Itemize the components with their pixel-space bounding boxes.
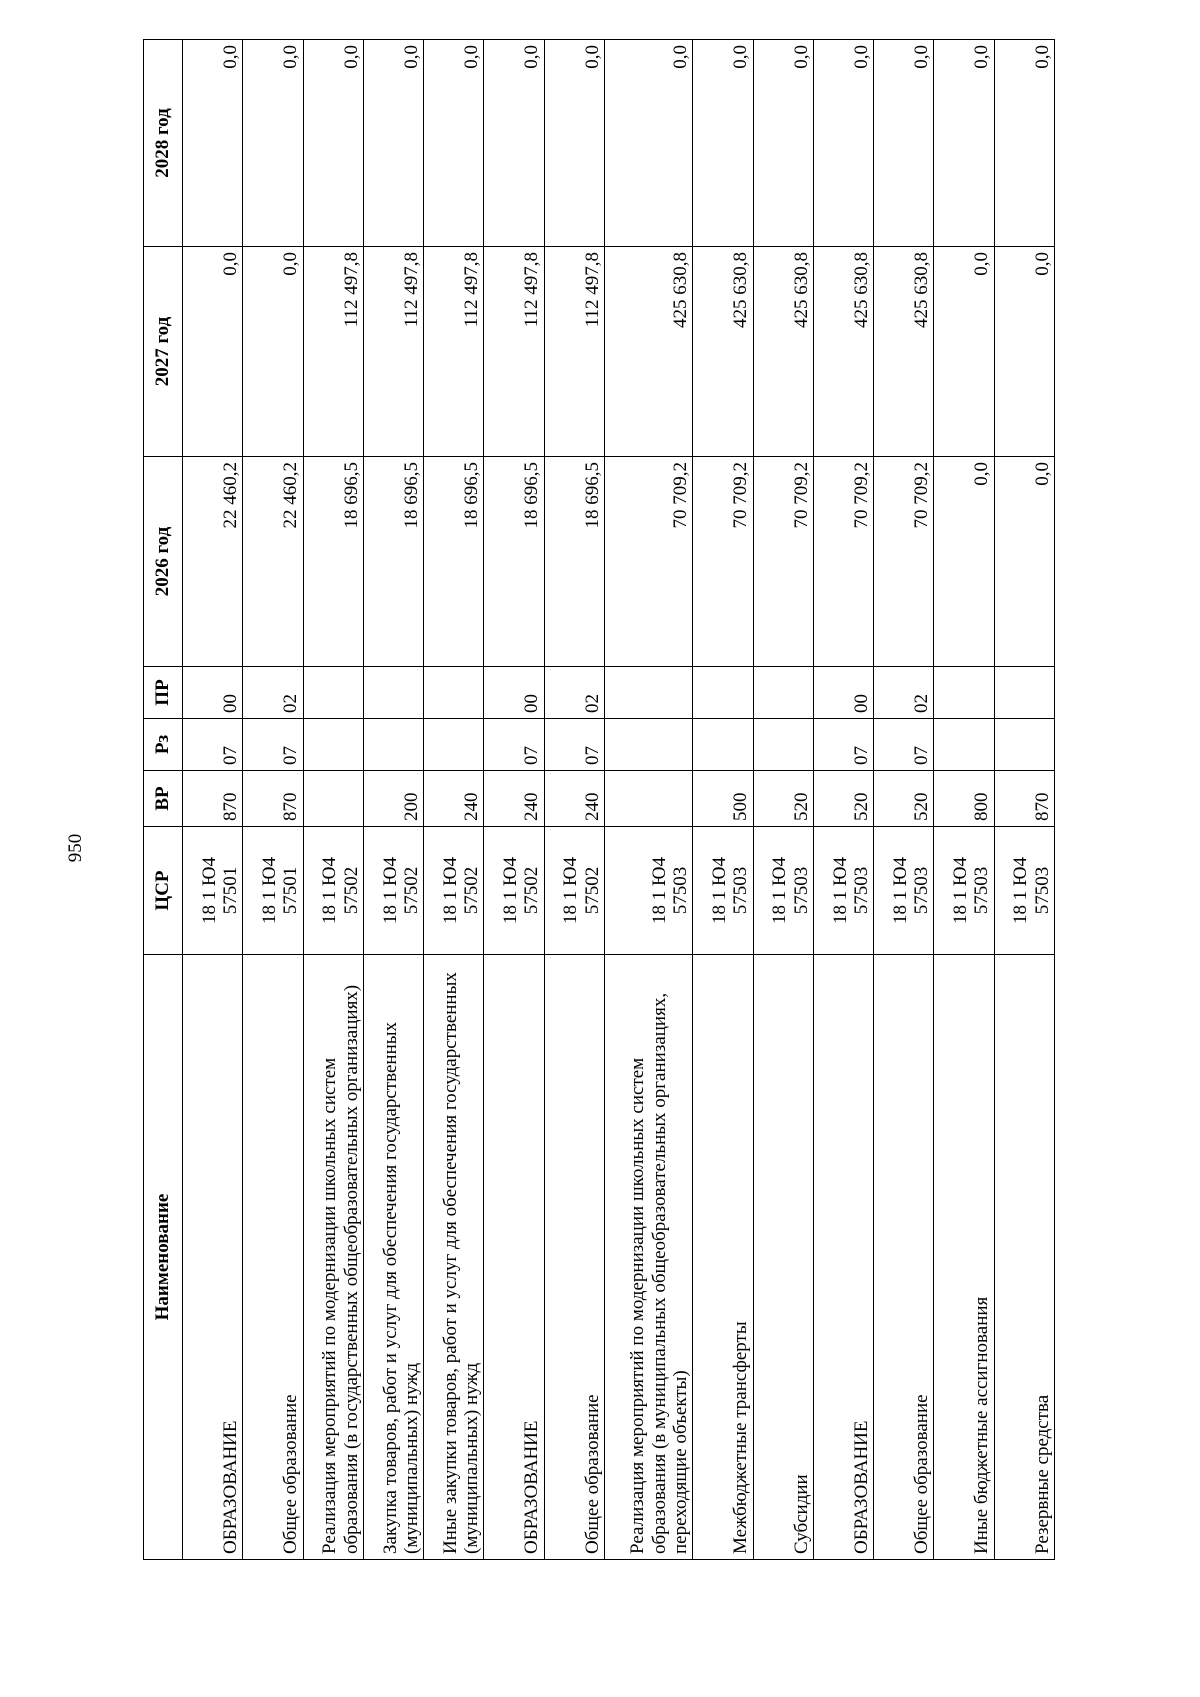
cell-rz (934, 719, 994, 771)
cell-csr: 18 1 Ю4 57502 (544, 827, 604, 955)
rotated-table-container (143, 40, 1055, 1560)
cell-vr: 870 (183, 771, 243, 827)
cell-2027: 112 497,8 (484, 247, 544, 457)
cell-name: Резервные средства (994, 955, 1054, 1560)
table-row (484, 40, 544, 1560)
cell-2027: 0,0 (243, 247, 303, 457)
cell-name: Субсидии (753, 955, 813, 1560)
column-header-vr: ВР (144, 771, 183, 827)
cell-2027: 112 497,8 (544, 247, 604, 457)
cell-csr: 18 1 Ю4 57503 (874, 827, 934, 955)
cell-rz (604, 719, 692, 771)
table-row (604, 40, 692, 1560)
table-row (243, 40, 303, 1560)
header-row (144, 40, 183, 1560)
cell-2028: 0,0 (544, 40, 604, 247)
cell-rz: 07 (243, 719, 303, 771)
cell-rz (363, 719, 423, 771)
cell-2028: 0,0 (363, 40, 423, 247)
table-row (303, 40, 363, 1560)
cell-2028: 0,0 (243, 40, 303, 247)
cell-2028: 0,0 (934, 40, 994, 247)
cell-vr: 500 (693, 771, 753, 827)
cell-vr (604, 771, 692, 827)
cell-2027: 425 630,8 (874, 247, 934, 457)
cell-2026: 70 709,2 (753, 457, 813, 667)
table-row (544, 40, 604, 1560)
cell-2028: 0,0 (693, 40, 753, 247)
cell-pr (934, 667, 994, 719)
cell-2027: 0,0 (934, 247, 994, 457)
cell-2027: 0,0 (994, 247, 1054, 457)
cell-2026: 70 709,2 (874, 457, 934, 667)
cell-name: Закупка товаров, работ и услуг для обеспечения государственных (муниципальных) нужд (363, 955, 423, 1560)
cell-rz (424, 719, 484, 771)
cell-2027: 425 630,8 (693, 247, 753, 457)
cell-2028: 0,0 (874, 40, 934, 247)
cell-vr: 520 (753, 771, 813, 827)
table-body (183, 40, 1055, 1560)
cell-pr (604, 667, 692, 719)
cell-pr: 00 (813, 667, 873, 719)
cell-pr: 02 (874, 667, 934, 719)
cell-2026: 22 460,2 (243, 457, 303, 667)
cell-2028: 0,0 (994, 40, 1054, 247)
cell-vr: 240 (484, 771, 544, 827)
cell-name: ОБРАЗОВАНИЕ (813, 955, 873, 1560)
cell-rz: 07 (544, 719, 604, 771)
cell-pr (753, 667, 813, 719)
cell-pr (363, 667, 423, 719)
cell-2027: 112 497,8 (424, 247, 484, 457)
cell-rz: 07 (183, 719, 243, 771)
cell-vr: 800 (934, 771, 994, 827)
cell-2027: 112 497,8 (363, 247, 423, 457)
cell-2028: 0,0 (484, 40, 544, 247)
table-row (813, 40, 873, 1560)
cell-pr (693, 667, 753, 719)
table-row (934, 40, 994, 1560)
column-header-2026: 2026 год (144, 457, 183, 667)
cell-vr: 520 (813, 771, 873, 827)
cell-csr: 18 1 Ю4 57502 (484, 827, 544, 955)
table-row (753, 40, 813, 1560)
cell-pr (994, 667, 1054, 719)
cell-pr (303, 667, 363, 719)
cell-csr: 18 1 Ю4 57503 (693, 827, 753, 955)
cell-2026: 18 696,5 (544, 457, 604, 667)
cell-csr: 18 1 Ю4 57502 (363, 827, 423, 955)
cell-2026: 0,0 (934, 457, 994, 667)
cell-csr: 18 1 Ю4 57502 (424, 827, 484, 955)
cell-2028: 0,0 (303, 40, 363, 247)
cell-name: Иные закупки товаров, работ и услуг для обеспечения государственных (муниципальных) нужд (424, 955, 484, 1560)
cell-name: ОБРАЗОВАНИЕ (484, 955, 544, 1560)
cell-csr: 18 1 Ю4 57503 (994, 827, 1054, 955)
cell-rz (693, 719, 753, 771)
cell-2026: 18 696,5 (303, 457, 363, 667)
cell-csr: 18 1 Ю4 57503 (934, 827, 994, 955)
cell-2026: 70 709,2 (813, 457, 873, 667)
cell-2026: 18 696,5 (484, 457, 544, 667)
cell-vr: 240 (424, 771, 484, 827)
cell-2027: 0,0 (183, 247, 243, 457)
cell-rz (994, 719, 1054, 771)
cell-2026: 18 696,5 (424, 457, 484, 667)
cell-csr: 18 1 Ю4 57503 (813, 827, 873, 955)
column-header-csr: ЦСР (144, 827, 183, 955)
cell-vr (303, 771, 363, 827)
cell-name: Реализация мероприятий по модернизации школьных систем образования (в муниципальных общеобразовательных организациях, переходящие объекты) (604, 955, 692, 1560)
cell-2026: 18 696,5 (363, 457, 423, 667)
column-header-pr: ПР (144, 667, 183, 719)
cell-2028: 0,0 (604, 40, 692, 247)
cell-name: Общее образование (243, 955, 303, 1560)
table-row (424, 40, 484, 1560)
cell-pr: 02 (544, 667, 604, 719)
cell-2027: 112 497,8 (303, 247, 363, 457)
cell-name: Межбюджетные трансферты (693, 955, 753, 1560)
cell-name: Реализация мероприятий по модернизации школьных систем образования (в государственных общеобразовательных организациях) (303, 955, 363, 1560)
cell-csr: 18 1 Ю4 57501 (243, 827, 303, 955)
column-header-2028: 2028 год (144, 40, 183, 247)
cell-name: ОБРАЗОВАНИЕ (183, 955, 243, 1560)
cell-2026: 70 709,2 (693, 457, 753, 667)
cell-pr (424, 667, 484, 719)
cell-csr: 18 1 Ю4 57503 (753, 827, 813, 955)
cell-pr: 02 (243, 667, 303, 719)
cell-name: Иные бюджетные ассигнования (934, 955, 994, 1560)
cell-2026: 22 460,2 (183, 457, 243, 667)
budget-table (143, 39, 1055, 1560)
column-header-name: Наименование (144, 955, 183, 1560)
cell-name: Общее образование (544, 955, 604, 1560)
cell-rz: 07 (484, 719, 544, 771)
cell-rz (753, 719, 813, 771)
cell-vr: 240 (544, 771, 604, 827)
cell-2028: 0,0 (753, 40, 813, 247)
column-header-2027: 2027 год (144, 247, 183, 457)
cell-vr: 870 (994, 771, 1054, 827)
cell-2026: 70 709,2 (604, 457, 692, 667)
table-row (183, 40, 243, 1560)
cell-2028: 0,0 (813, 40, 873, 247)
cell-csr: 18 1 Ю4 57503 (604, 827, 692, 955)
page-number: 950 (65, 833, 86, 863)
table-row (363, 40, 423, 1560)
cell-2028: 0,0 (424, 40, 484, 247)
cell-vr: 870 (243, 771, 303, 827)
cell-2026: 0,0 (994, 457, 1054, 667)
table-row (693, 40, 753, 1560)
cell-rz: 07 (874, 719, 934, 771)
cell-vr: 200 (363, 771, 423, 827)
cell-pr: 00 (183, 667, 243, 719)
cell-pr: 00 (484, 667, 544, 719)
column-header-rz: Рз (144, 719, 183, 771)
cell-rz (303, 719, 363, 771)
cell-2027: 425 630,8 (813, 247, 873, 457)
cell-name: Общее образование (874, 955, 934, 1560)
cell-rz: 07 (813, 719, 873, 771)
cell-vr: 520 (874, 771, 934, 827)
table-row (874, 40, 934, 1560)
cell-csr: 18 1 Ю4 57501 (183, 827, 243, 955)
cell-csr: 18 1 Ю4 57502 (303, 827, 363, 955)
cell-2028: 0,0 (183, 40, 243, 247)
cell-2027: 425 630,8 (753, 247, 813, 457)
cell-2027: 425 630,8 (604, 247, 692, 457)
table-row (994, 40, 1054, 1560)
